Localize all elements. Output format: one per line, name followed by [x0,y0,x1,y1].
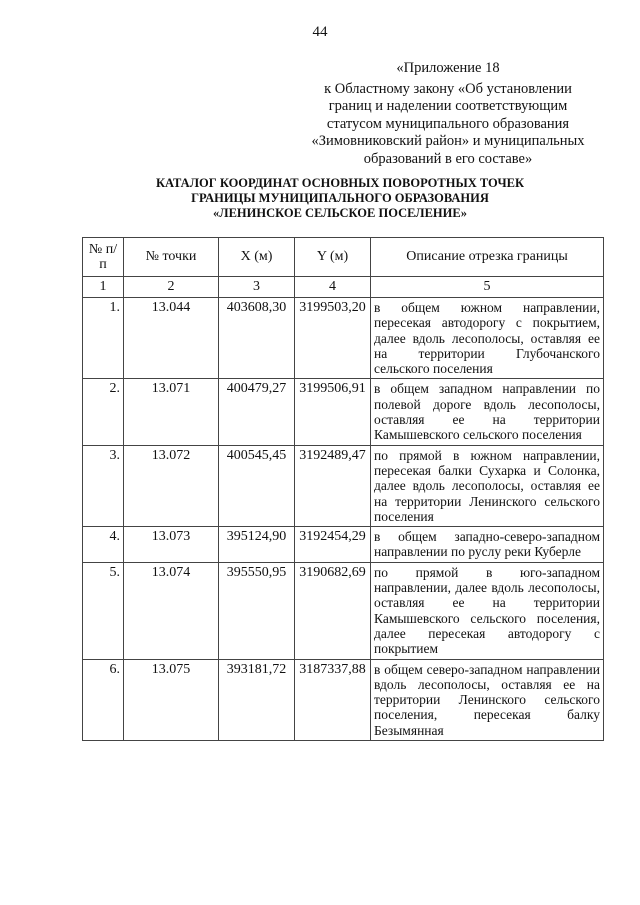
appendix-line: к Областному закону «Об установлении [324,80,572,97]
column-number: 4 [295,277,371,298]
header-x: X (м) [219,238,295,277]
page-number: 44 [312,24,328,40]
x-coordinate: 393181,72 [219,659,295,740]
x-coordinate: 400545,45 [219,445,295,526]
segment-description: в общем западно-северо-западном направлении по руслу реки Куберле [371,527,604,563]
table-row [83,659,604,740]
row-number: 4. [83,527,124,563]
segment-description: по прямой в южном направлении, пересекая балки Сухарка и Солонка, далее вдоль лесополосы, оставляя ее на территории Ленинского сельского поселения [371,445,604,526]
segment-description: в общем южном направлении, пересекая автодорогу с покрытием, далее вдоль лесополосы, оставляя ее на территории Глубочанского сельского поселения [371,298,604,379]
appendix-line: «Зимовниковский район» и муниципальных [311,133,585,149]
point-number: 13.071 [124,379,219,445]
appendix-line: «Приложение 18 [396,60,500,76]
catalog-title [80,176,600,221]
header-point-number: № точки [124,238,219,277]
row-number: 6. [83,659,124,740]
segment-description: в общем северо-западном направлении вдоль лесополосы, оставляя ее на территории Ленинского сельского поселения, пересекая балку Безымянная [371,659,604,740]
point-number: 13.074 [124,562,219,659]
y-coordinate: 3199503,20 [295,298,371,379]
appendix-header [298,60,598,168]
table-row [83,445,604,526]
x-coordinate: 395550,95 [219,562,295,659]
column-number: 1 [83,277,124,298]
y-coordinate: 3190682,69 [295,562,371,659]
y-coordinate: 3187337,88 [295,659,371,740]
point-number: 13.072 [124,445,219,526]
x-coordinate: 400479,27 [219,379,295,445]
header-description: Описание отрезка границы [371,238,604,277]
segment-description: по прямой в юго-западном направлении, далее вдоль лесополосы, оставляя ее на территории Камышевского сельского поселения, далее пересекая автодорогу с покрытием [371,562,604,659]
column-number: 5 [371,277,604,298]
point-number: 13.073 [124,527,219,563]
table-header-row [83,238,604,277]
column-number: 2 [124,277,219,298]
header-y: Y (м) [295,238,371,277]
x-coordinate: 403608,30 [219,298,295,379]
segment-description: в общем западном направлении по полевой дороге вдоль лесополосы, оставляя ее на территории Камышевского сельского поселения [371,379,604,445]
catalog-title-line: КАТАЛОГ КООРДИНАТ ОСНОВНЫХ ПОВОРОТНЫХ ТОЧЕК [155,176,525,190]
row-number: 2. [83,379,124,445]
row-number: 3. [83,445,124,526]
table-row [83,379,604,445]
table-row [83,562,604,659]
y-coordinate: 3192489,47 [295,445,371,526]
point-number: 13.044 [124,298,219,379]
x-coordinate: 395124,90 [219,527,295,563]
y-coordinate: 3199506,91 [295,379,371,445]
catalog-title-line: ГРАНИЦЫ МУНИЦИПАЛЬНОГО ОБРАЗОВАНИЯ [191,191,489,205]
row-number: 1. [83,298,124,379]
appendix-line: образований в его составе» [363,150,533,167]
catalog-title-line: «ЛЕНИНСКОЕ СЕЛЬСКОЕ ПОСЕЛЕНИЕ» [213,206,467,220]
y-coordinate: 3192454,29 [295,527,371,563]
point-number: 13.075 [124,659,219,740]
row-number: 5. [83,562,124,659]
appendix-line: границ и наделении соответствующим [328,98,568,114]
coordinates-table [82,237,604,741]
column-number-row [83,277,604,298]
column-number: 3 [219,277,295,298]
table-row [83,527,604,563]
appendix-line: статусом муниципального образования [326,115,570,132]
table-row [83,298,604,379]
header-row-number: № п/п [83,238,124,277]
